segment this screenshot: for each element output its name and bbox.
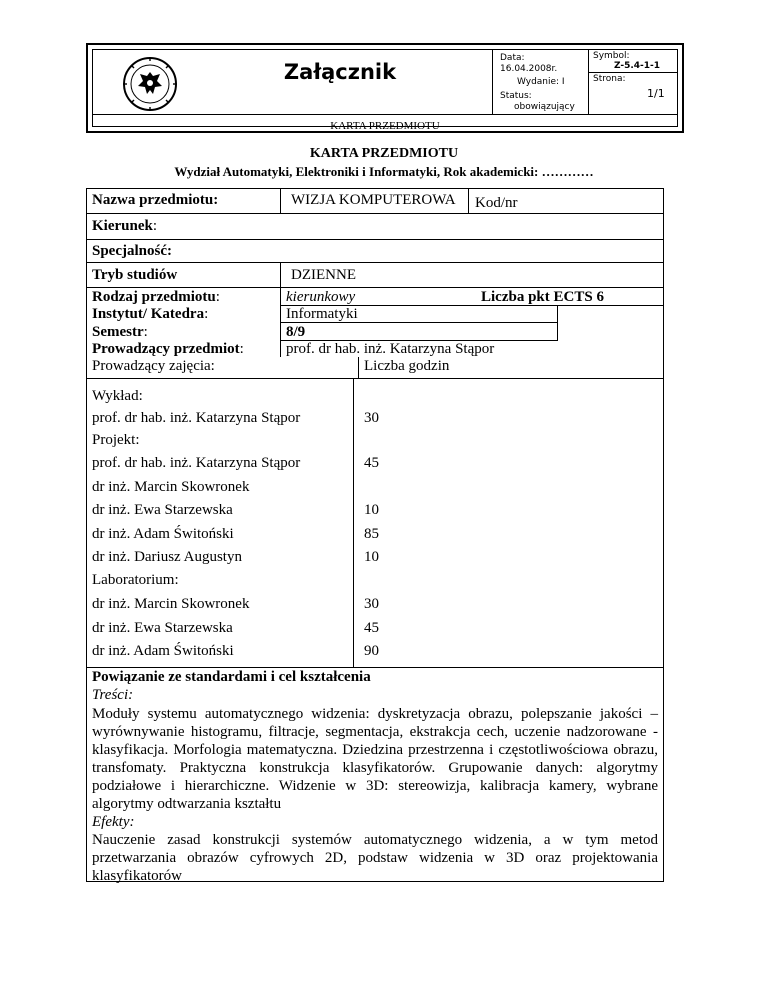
instructor-hours: 45 xyxy=(364,455,379,471)
instytut-label: Instytut/ Katedra xyxy=(92,306,205,322)
kierunek-row xyxy=(92,217,157,235)
tryb-label: Tryb studiów xyxy=(92,267,178,283)
instructor-name: dr inż. Adam Świtoński xyxy=(92,643,234,659)
semestr-label: Semestr xyxy=(92,324,144,340)
instructor-hours: 10 xyxy=(364,549,379,565)
tryb-value: DZIENNE xyxy=(291,267,356,283)
prowadzacy-label: Prowadzący przedmiot xyxy=(92,341,240,357)
page-title: KARTA PRZEDMIOTU xyxy=(309,146,459,161)
efekty-label: Efekty: xyxy=(92,814,135,830)
header-subtitle: KARTA PRZEDMIOTU xyxy=(330,120,440,132)
instructor-name: dr inż. Ewa Starzewska xyxy=(92,620,233,636)
powiazanie-label: Powiązanie ze standardami i cel kształcenia xyxy=(92,669,371,685)
instructor-name: dr inż. Marcin Skowronek xyxy=(92,596,250,612)
semestr-value: 8/9 xyxy=(286,324,306,340)
prowadzacy-row xyxy=(92,340,244,358)
instytut-row xyxy=(92,305,208,323)
nazwa-value: WIZJA KOMPUTEROWA xyxy=(291,192,456,208)
liczba-godzin-label: Liczba godzin xyxy=(364,358,450,374)
kierunek-colon: : xyxy=(152,218,158,234)
specjalnosc-label: Specjalność: xyxy=(92,243,172,259)
course-card-table xyxy=(86,188,664,882)
university-seal-logo xyxy=(122,56,178,112)
instructor-hours: 30 xyxy=(364,596,379,612)
tresci-text: Moduły systemu automatycznego widzenia: dyskretyzacja obrazu, polepszanie jakości – wyrównywanie histogramu, filtracje, segmentacja, ekstrakcja cech, uczenie nadzorowane - klasyfikacja. Morfologia matematyczna. Dziedzina przestrzenna i częstotliwościowa obrazu, transfomaty. Praktyczna konstrukcja klasyfikatorów. Grupowanie danych: algorytmy podziałowe i hierarchiczne. Widzenie w 3D: stereowizja, kalibracja kamery, wybrane algorytmy odtwarzania kształtu xyxy=(92,706,658,812)
wydanie-label: Wydanie: I xyxy=(517,77,565,87)
instructor-name: dr inż. Ewa Starzewska xyxy=(92,502,233,518)
semestr-colon: : xyxy=(143,324,148,340)
efekty-text: Nauczenie zasad konstrukcji systemów automatycznego widzenia, a w tym metod przetwarzania obrazów cyfrowych 2D, podstaw widzenia w 3D oraz projektowania klasyfikatorów xyxy=(92,832,658,884)
kod-label: Kod/nr xyxy=(475,195,518,211)
faculty-line: Wydział Automatyki, Elektroniki i Informatyki, Rok akademicki: ………… xyxy=(174,164,594,179)
instructor-hours: 45 xyxy=(364,620,379,636)
wyklad-label: Wykład: xyxy=(92,388,143,404)
rodzaj-row xyxy=(92,288,220,306)
instructor-hours: 30 xyxy=(364,410,379,426)
instructor-hours: 10 xyxy=(364,502,379,518)
prowadzacy-value: prof. dr hab. inż. Katarzyna Stąpor xyxy=(286,341,495,357)
ects-label: Liczba pkt ECTS 6 xyxy=(481,289,604,305)
data-label: Data: xyxy=(500,53,525,63)
instructor-hours: 85 xyxy=(364,526,379,542)
instructor-name: prof. dr hab. inż. Katarzyna Stąpor xyxy=(92,410,301,426)
symbol-label: Symbol: xyxy=(593,51,630,61)
header-inner-frame xyxy=(92,49,678,132)
strona-label: Strona: xyxy=(593,74,626,84)
instructor-name: prof. dr hab. inż. Katarzyna Stąpor xyxy=(92,455,301,471)
header-title: Załącznik xyxy=(283,60,397,84)
rodzaj-colon: : xyxy=(215,289,220,305)
rodzaj-label: Rodzaj przedmiotu xyxy=(92,289,216,305)
instructor-name: dr inż. Marcin Skowronek xyxy=(92,479,250,495)
symbol-value: Z-5.4-1-1 xyxy=(614,61,661,71)
prowadzacy-colon: : xyxy=(239,341,244,357)
status-label: Status: xyxy=(500,91,532,101)
laboratorium-label: Laboratorium: xyxy=(92,572,179,588)
nazwa-label: Nazwa przedmiotu: xyxy=(92,192,219,208)
data-value: 16.04.2008r. xyxy=(500,64,558,74)
instructor-hours: 90 xyxy=(364,643,379,659)
semestr-row xyxy=(92,323,148,341)
tresci-label: Treści: xyxy=(92,687,134,703)
instructor-name: dr inż. Adam Świtoński xyxy=(92,526,234,542)
status-value: obowiązujący xyxy=(514,102,575,112)
rodzaj-value: kierunkowy xyxy=(286,289,356,305)
instytut-value: Informatyki xyxy=(286,306,358,322)
strona-value: 1/1 xyxy=(647,87,665,100)
instytut-colon: : xyxy=(204,306,209,322)
projekt-label: Projekt: xyxy=(92,432,140,448)
instructor-name: dr inż. Dariusz Augustyn xyxy=(92,549,242,565)
prowadzacy-zajecia-label: Prowadzący zajęcia: xyxy=(92,358,215,374)
document-header xyxy=(86,43,684,133)
kierunek-label: Kierunek xyxy=(92,218,153,234)
